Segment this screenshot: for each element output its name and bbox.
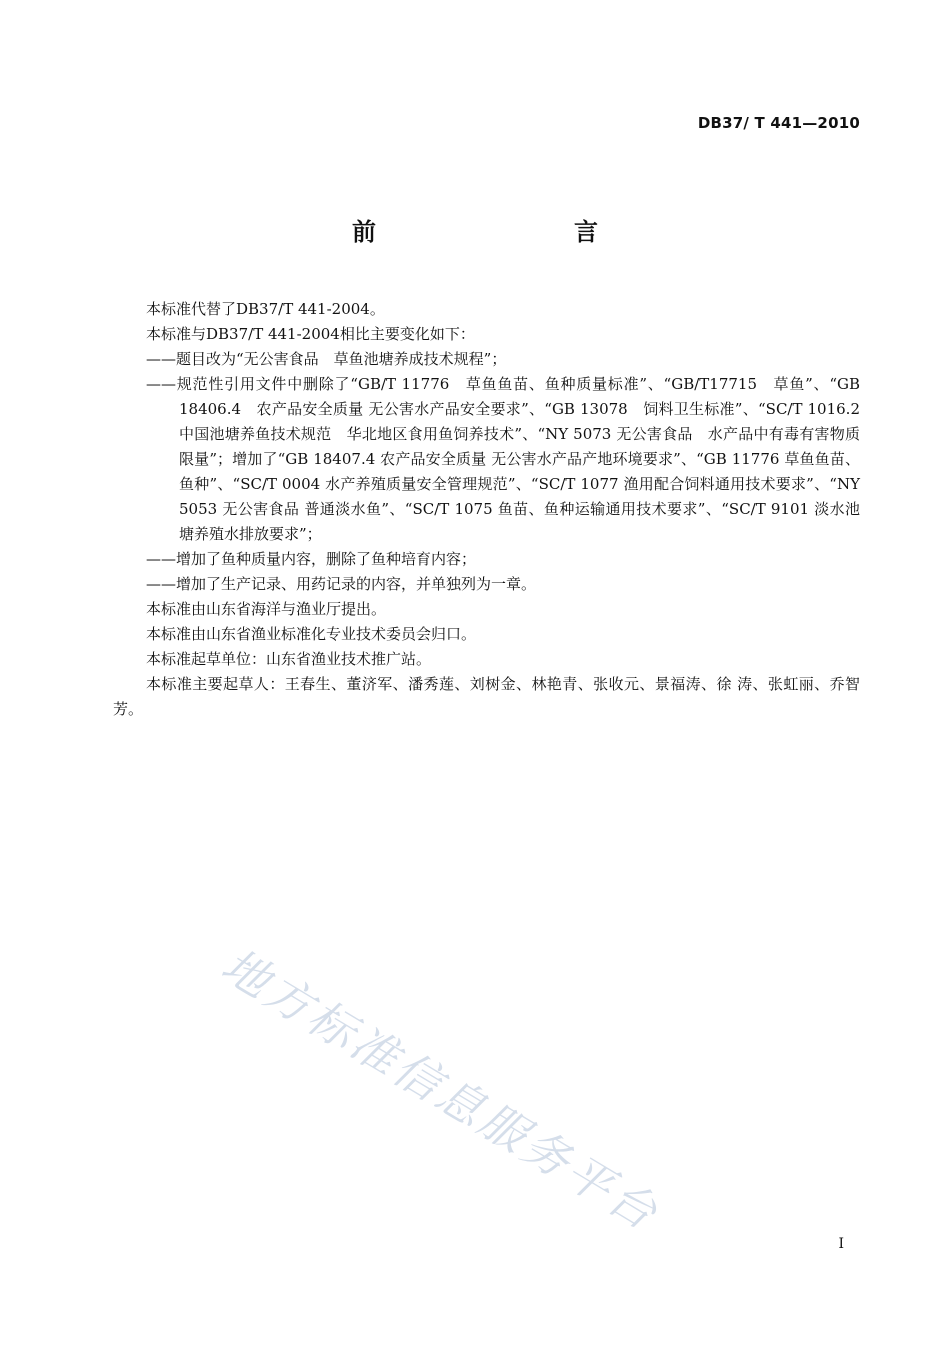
standard-code: DB37/ T 441—2010 (697, 114, 860, 132)
page-title: 前 言 (352, 218, 648, 246)
paragraph-replaces: 本标准代替了DB37/T 441-2004。 (146, 300, 385, 318)
paragraph-proposed-by: 本标准由山东省海洋与渔业厅提出。 (146, 600, 387, 618)
paragraph-changes-intro: 本标准与DB37/T 441-2004相比主要变化如下： (146, 325, 475, 343)
paragraph-drafters: 本标准主要起草人：王春生、董济军、潘秀莲、刘树金、林艳青、张收元、景福涛、徐 涛、张虹丽、乔智芳。 (113, 675, 860, 718)
change-item-records: ——增加了生产记录、用药记录的内容，并单独列为一章。 (146, 575, 537, 593)
change-item-title: ——题目改为“无公害食品 草鱼池塘养成技术规程”； (146, 350, 507, 368)
change-item-references: ——规范性引用文件中删除了“GB/T 11776 草鱼鱼苗、鱼种质量标准”、“GB/T17715 草鱼”、“GB 18406.4 农产品安全质量 无公害水产品安全要求”、“GB 13078 饲料卫生标准”、“SC/T 1016.2 中国池塘养鱼技术规范 华北地区食用鱼饲养技术”、“NY 5073 无公害食品 水产品中有毒有害物质限量”；增加了“GB 18407.4 农产品安全质量 无公害水产品产地环境要求”、“GB 11776 草鱼鱼苗、鱼种”、“SC/T 0004 水产养殖质量安全管理规范”、“SC/T 1077 渔用配合饲料通用技术要求”、“NY 5053 无公害食品 普通淡水鱼”、“SC/T 1075 鱼苗、鱼种运输通用技术要求”、“SC/T 9101 淡水池塘养殖水排放要求”； (146, 375, 860, 543)
page-number: I (838, 1236, 844, 1252)
paragraph-centralized-by: 本标准由山东省渔业标准化专业技术委员会归口。 (146, 625, 477, 643)
change-item-fingerling-quality: ——增加了鱼种质量内容，删除了鱼种培育内容； (146, 550, 477, 568)
watermark: 地方标准信息服务平台 (212, 937, 669, 1242)
document-body (113, 297, 860, 722)
paragraph-drafting-unit: 本标准起草单位：山东省渔业技术推广站。 (146, 650, 432, 668)
